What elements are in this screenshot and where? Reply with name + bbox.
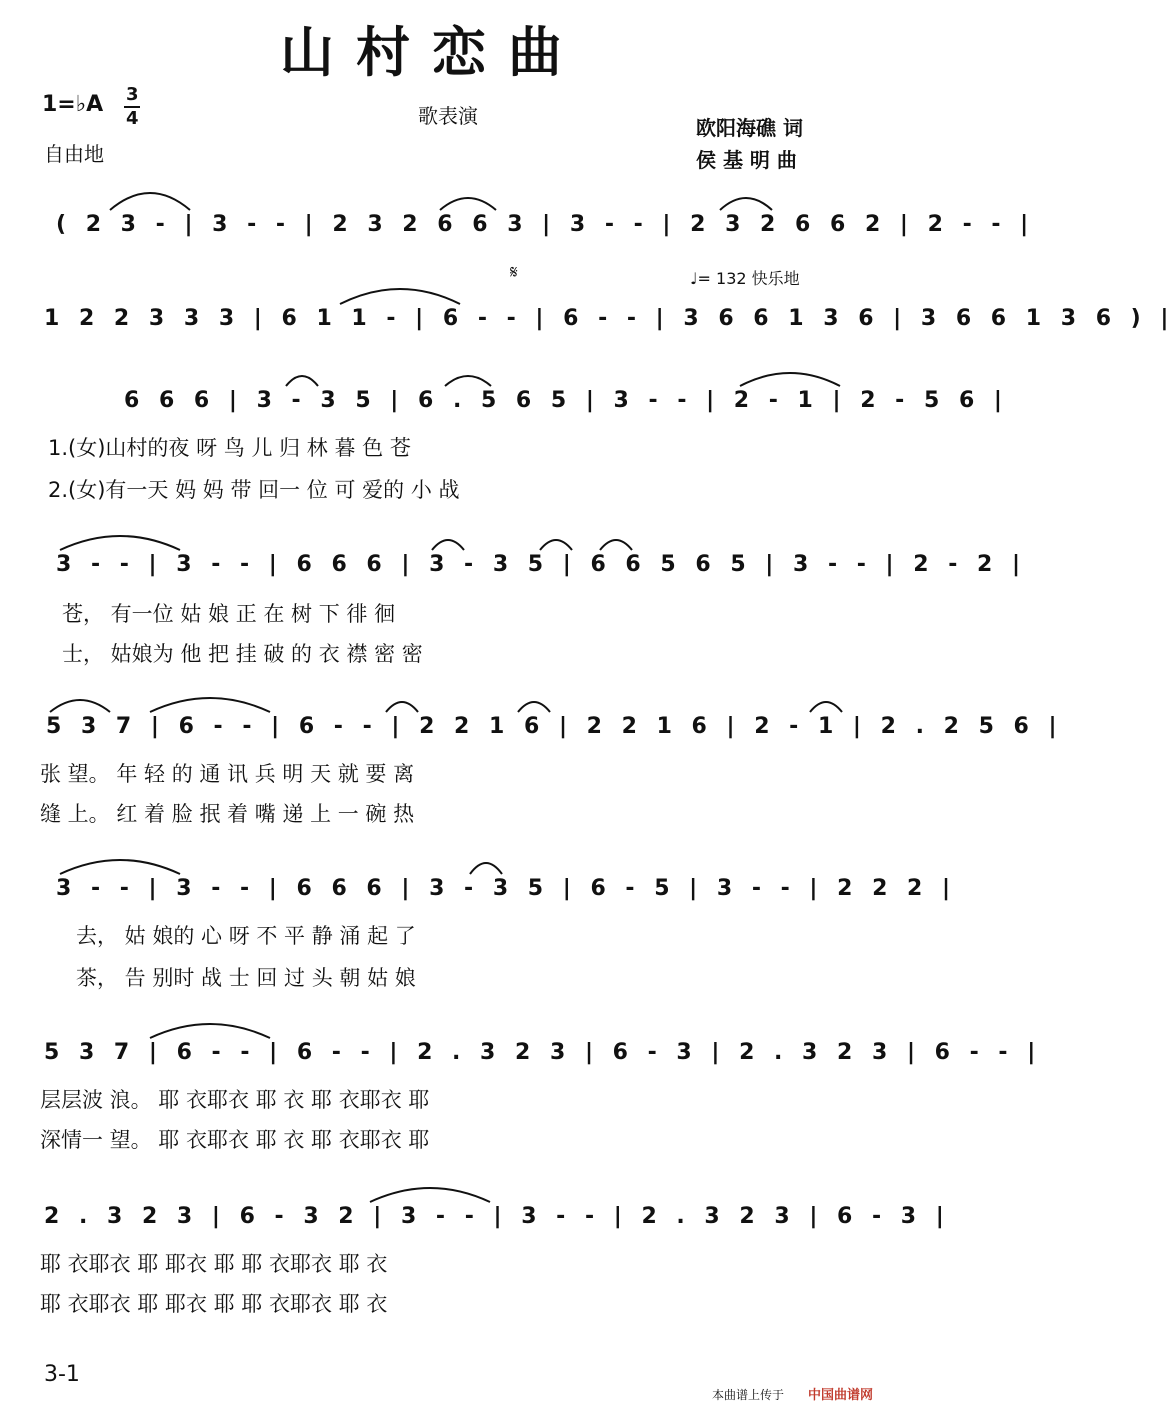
lyric-row-6-v2: 茶， 告 别时 战 士 回 过 头 朝 姑 娘 (76, 966, 416, 990)
lyric-row-6-v1: 去， 姑 娘的 心 呀 不 平 静 涌 起 了 (76, 924, 416, 948)
notation-row-3: 6 6 6 | 3 - 3 5 | 6 . 5 6 5 | 3 - - | 2 - 1 | 2 - 5 6 | (124, 388, 1008, 413)
slurs-row-7 (40, 1008, 866, 1048)
time-signature-denominator: 4 (126, 108, 139, 129)
slurs-row-1 (40, 180, 866, 220)
lyricist-credit: 欧阳海礁 词 (696, 116, 803, 140)
notation-row-2: 1 2 2 3 3 3 | 6 1 1 - | 6 - - | 6 - - | 3 6 6 1 3 6 | 3 6 6 1 3 6 ) | (44, 306, 1174, 331)
site-logo: 中国曲谱网 (808, 1388, 874, 1403)
notation-row-1: ( 2 3 - | 3 - - | 2 3 2 6 6 3 | 3 - - | 2 3 2 6 6 2 | 2 - - | (56, 212, 1035, 237)
lyric-row-3-v2: 2.(女)有一天 妈 妈 带 回一 位 可 爱的 小 战 (48, 478, 460, 502)
slurs-row-8 (40, 1172, 866, 1212)
composer-credit: 侯 基 明 曲 (696, 148, 797, 172)
lyric-row-4-v2: 士， 姑娘为 他 把 挂 破 的 衣 襟 密 密 (62, 642, 423, 666)
lyric-row-7-v1: 层层波 浪。 耶 衣耶衣 耶 衣 耶 衣耶衣 耶 (40, 1088, 430, 1112)
key-signature: 1=♭A (42, 92, 104, 117)
slurs-row-5 (40, 682, 866, 722)
slurs-row-6 (40, 844, 866, 884)
footer-upload-text: 本曲谱上传于 (712, 1388, 785, 1402)
lyric-row-5-v2: 缝 上。 红 着 脸 抿 着 嘴 递 上 一 碗 热 (40, 802, 415, 826)
genre-label: 歌表演 (418, 104, 478, 128)
lyric-row-8-v2: 耶 衣耶衣 耶 耶衣 耶 耶 衣耶衣 耶 衣 (40, 1292, 388, 1316)
lyric-row-5-v1: 张 望。 年 轻 的 通 讯 兵 明 天 就 要 离 (40, 762, 415, 786)
notation-row-4: 3 - - | 3 - - | 6 6 6 | 3 - 3 5 | 6 6 5 6 5 | 3 - - | 2 - 2 | (56, 552, 1026, 577)
lyric-row-8-v1: 耶 衣耶衣 耶 耶衣 耶 耶 衣耶衣 耶 衣 (40, 1252, 388, 1276)
tempo-mark: ♩= 132 快乐地 (690, 269, 800, 288)
lyric-row-7-v2: 深情一 望。 耶 衣耶衣 耶 衣 耶 衣耶衣 耶 (40, 1128, 430, 1152)
time-signature-numerator: 3 (126, 84, 139, 105)
notation-row-8: 2 . 3 2 3 | 6 - 3 2 | 3 - - | 3 - - | 2 . 3 2 3 | 6 - 3 | (44, 1204, 950, 1229)
notation-row-7: 5 3 7 | 6 - - | 6 - - | 2 . 3 2 3 | 6 - 3 | 2 . 3 2 3 | 6 - - | (44, 1040, 1042, 1065)
page-title: 山村恋曲 (280, 20, 584, 84)
slurs-row-2 (40, 270, 866, 310)
page-number: 3-1 (44, 1362, 80, 1387)
segno-icon: 𝄋 (510, 262, 518, 283)
notation-row-6: 3 - - | 3 - - | 6 6 6 | 3 - 3 5 | 6 - 5 | 3 - - | 2 2 2 | (56, 876, 957, 901)
notation-row-5: 5 3 7 | 6 - - | 6 - - | 2 2 1 6 | 2 2 1 6 | 2 - 1 | 2 . 2 5 6 | (46, 714, 1063, 739)
slurs-row-4 (40, 520, 866, 560)
lyric-row-3-v1: 1.(女)山村的夜 呀 鸟 儿 归 林 暮 色 苍 (48, 436, 411, 460)
slurs-row-3 (40, 356, 866, 396)
tempo-free: 自由地 (44, 142, 104, 166)
lyric-row-4-v1: 苍， 有一位 姑 娘 正 在 树 下 徘 徊 (62, 602, 396, 626)
